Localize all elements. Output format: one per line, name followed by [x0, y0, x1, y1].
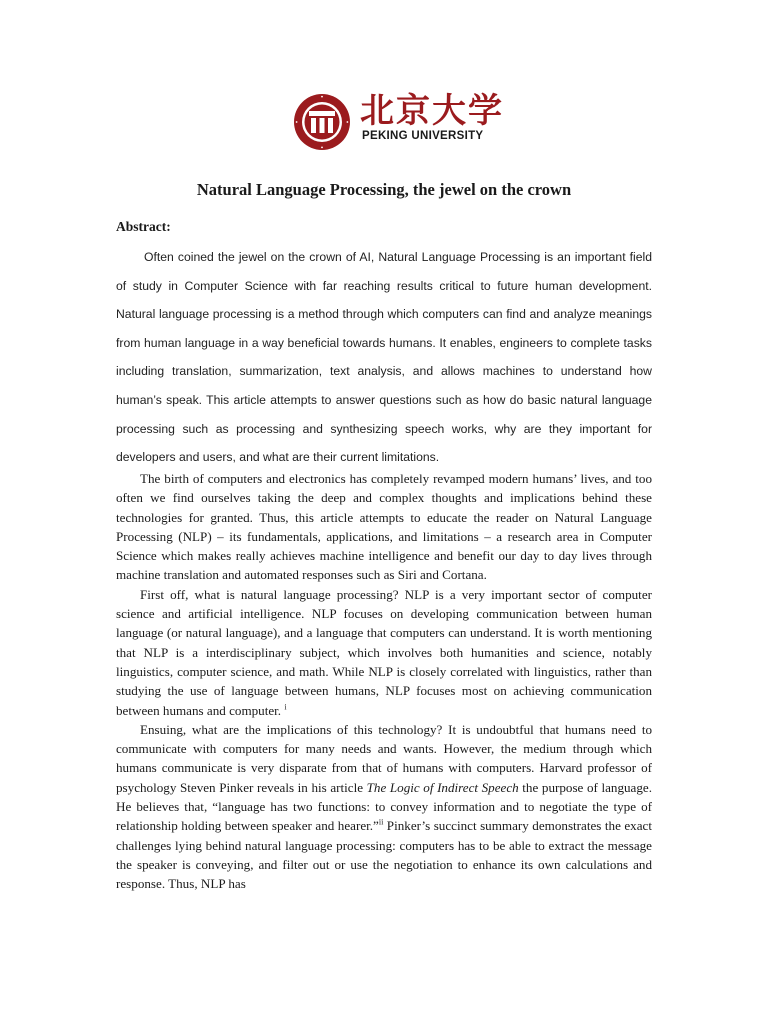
paragraph-3-text-c: Pinker’s succinct summary demonstrates the exact challenges lying behind natural language processing: computers has to be able to extract the message the speaker is conveying, and filter out or use the negotiation to enhance its own calculations and response. Thus, NLP has: [116, 818, 652, 892]
abstract-heading: Abstract:: [116, 219, 171, 234]
logo-chinese-name: 北京大学: [360, 91, 504, 131]
footnote-marker-1[interactable]: i: [284, 702, 287, 712]
logo-english-name: PEKING UNIVERSITY: [362, 130, 484, 142]
university-seal-icon: [292, 92, 352, 152]
body-paragraph-1: The birth of computers and electronics has completely revamped modern humans’ lives, and too often we find ourselves taking the deep and complex thoughts and implications behind these technologies for granted. Thus, this article attempts to educate the reader on Natural Language Processing (NLP) – its fundamentals, applications, and limitations – a research area in Computer Science which makes really achieves machine intelligence and benefit our day to day lives through machine translation and automated responses such as Siri and Cortana.: [116, 471, 652, 583]
university-logo: [292, 91, 504, 158]
footnote-marker-2[interactable]: ii: [378, 817, 384, 827]
body-paragraph-2: [116, 585, 652, 720]
document-title: Natural Language Processing, the jewel on the crown: [196, 180, 572, 199]
body-paragraph-3: [116, 720, 652, 894]
abstract-text: [116, 243, 652, 472]
paragraph-3-text-b: the purpose of language. He believes that, “language has two functions: to convey information and to negotiate the type of relationship holding between speaker and hearer.”: [116, 779, 652, 834]
paragraph-2-text: First off, what is natural language processing? NLP is a very important sector of computer science and artificial intelligence. NLP focuses on developing communication between human language (or natural language), and a language that computers can understand. It is worth mentioning that NLP is a interdisciplinary subject, which involves both humanities and science, notably linguistics, computer science, and math. While NLP is closely correlated with linguistics, rather than studying the use of language between humans, NLP focuses most on achieving communication between humans and computer.: [116, 586, 652, 718]
abstract-body: Often coined the jewel on the crown of AI, Natural Language Processing is an important field of study in Computer Science with far reaching results critical to future human development. Natural language processing is a method through which computers can find and analyze meanings from human language in a way beneficial towards humans. It enables, engineers to complete tasks including translation, summarization, text analysis, and allows machines to understand how human’s speak. This article attempts to answer questions such as how do basic natural language processing such as processing and synthesizing speech works, why are they important for developers and users, and what are their current limitations.: [116, 250, 652, 465]
document-body: [116, 469, 652, 894]
paragraph-3-text-a: Ensuing, what are the implications of this technology? It is undoubtful that humans need to communicate with computers for many needs and wants. However, the medium through which humans communicate is very disparate from that of humans with computers. Harvard professor of psychology Steven Pinker reveals in his article: [116, 721, 652, 795]
article-title-italic: The Logic of Indirect Speech: [366, 779, 519, 795]
